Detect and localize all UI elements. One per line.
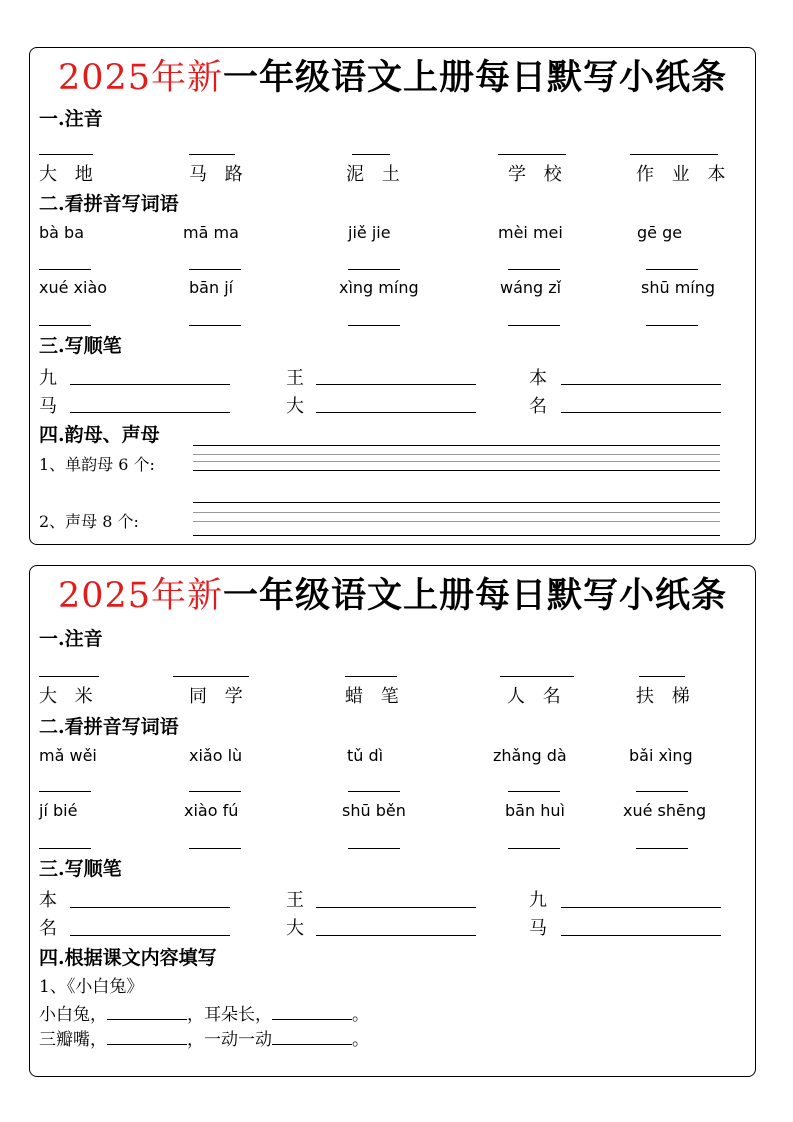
answer-blank[interactable]: [189, 848, 241, 849]
word-item: 同 学: [189, 686, 249, 707]
answer-blank[interactable]: [508, 269, 560, 270]
pinyin-item: xué xiào: [39, 278, 108, 297]
word-item: 大 地: [39, 164, 99, 185]
fill-blank[interactable]: [107, 1028, 187, 1045]
fill-blank[interactable]: [107, 1003, 187, 1020]
stroke-line[interactable]: [316, 935, 476, 936]
word-item: 马 路: [189, 164, 249, 185]
answer-blank[interactable]: [39, 848, 91, 849]
word-item: 大 米: [39, 686, 99, 707]
title-text: 一年级语文上册每日默写小纸条: [223, 57, 728, 98]
fill-text: 。: [352, 1005, 369, 1025]
pinyin-item: xìng míng: [339, 278, 419, 297]
word-item: 蜡 笔: [345, 686, 405, 707]
stroke-char: 王: [286, 368, 304, 389]
answer-blank[interactable]: [39, 154, 93, 155]
stroke-line[interactable]: [70, 384, 230, 385]
pinyin-item: shū míng: [641, 278, 716, 297]
sub-question-yunmu: 1、单韵母 6 个:: [39, 455, 155, 474]
pinyin-item: jí bié: [39, 801, 78, 820]
answer-blank[interactable]: [39, 676, 99, 677]
card-title: [30, 50, 755, 100]
stroke-line[interactable]: [70, 935, 230, 936]
writing-line[interactable]: [193, 445, 720, 446]
stroke-line[interactable]: [561, 384, 721, 385]
fill-text: 三瓣嘴，: [39, 1030, 107, 1050]
answer-blank[interactable]: [508, 791, 560, 792]
title-text: 一年级语文上册每日默写小纸条: [223, 575, 728, 616]
answer-blank[interactable]: [189, 154, 235, 155]
lesson-title: 1、《小白兔》: [39, 977, 144, 997]
stroke-char: 九: [39, 368, 57, 389]
stroke-line[interactable]: [70, 907, 230, 908]
section-yunmu-heading: 四.韵母、声母: [39, 424, 160, 446]
title-year: 2025年新: [57, 58, 224, 98]
stroke-line[interactable]: [316, 907, 476, 908]
section-stroke-heading: 三.写顺笔: [39, 858, 122, 880]
pinyin-item: mèi mei: [498, 223, 563, 242]
pinyin-item: wáng zǐ: [500, 278, 562, 297]
answer-blank[interactable]: [500, 676, 574, 677]
writing-line: [193, 512, 720, 513]
stroke-char: 本: [529, 368, 547, 389]
writing-line[interactable]: [193, 470, 720, 471]
stroke-char: 马: [39, 396, 57, 417]
stroke-char: 大: [286, 396, 304, 417]
answer-blank[interactable]: [39, 791, 91, 792]
stroke-char: 名: [39, 918, 57, 939]
pinyin-item: shū běn: [342, 801, 406, 820]
answer-blank[interactable]: [348, 848, 400, 849]
section-fill-heading: 四.根据课文内容填写: [39, 947, 217, 969]
answer-blank[interactable]: [630, 154, 718, 155]
answer-blank[interactable]: [189, 269, 241, 270]
answer-blank[interactable]: [189, 791, 241, 792]
stroke-line[interactable]: [316, 412, 476, 413]
answer-blank[interactable]: [636, 791, 688, 792]
pinyin-item: bǎi xìng: [629, 746, 693, 765]
stroke-char: 大: [286, 918, 304, 939]
pinyin-item: mā ma: [183, 223, 239, 242]
stroke-char: 马: [529, 918, 547, 939]
pinyin-item: xiào fú: [184, 801, 239, 820]
section-zhuyin-heading: 一.注音: [39, 108, 103, 130]
stroke-char: 本: [39, 890, 57, 911]
title-year: 2025年新: [57, 576, 224, 616]
writing-line: [193, 461, 720, 462]
writing-line[interactable]: [193, 535, 720, 536]
section-pinyin-heading: 二.看拼音写词语: [39, 193, 179, 215]
stroke-line[interactable]: [561, 412, 721, 413]
fill-text: ，一动一动: [187, 1030, 272, 1050]
pinyin-item: zhǎng dà: [493, 746, 567, 765]
word-item: 扶 梯: [636, 686, 696, 707]
dictation-card-1: [29, 47, 756, 545]
sub-question-shengmu: 2、声母 8 个:: [39, 512, 139, 531]
answer-blank[interactable]: [39, 269, 91, 270]
card-title: [30, 568, 755, 618]
answer-blank[interactable]: [646, 325, 698, 326]
fill-blank[interactable]: [272, 1028, 352, 1045]
answer-blank[interactable]: [639, 676, 685, 677]
stroke-char: 王: [286, 890, 304, 911]
answer-blank[interactable]: [348, 325, 400, 326]
dictation-card-2: [29, 565, 756, 1077]
word-item: 学 校: [508, 164, 568, 185]
word-item: 作 业 本: [636, 164, 732, 185]
stroke-char: 名: [529, 396, 547, 417]
answer-blank[interactable]: [189, 325, 241, 326]
stroke-line[interactable]: [561, 935, 721, 936]
section-zhuyin-heading: 一.注音: [39, 628, 103, 650]
answer-blank[interactable]: [636, 848, 688, 849]
stroke-line[interactable]: [561, 907, 721, 908]
pinyin-item: xiǎo lù: [189, 746, 243, 765]
writing-line: [193, 454, 720, 455]
pinyin-item: bān jí: [189, 278, 234, 297]
fill-text: 小白兔，: [39, 1005, 107, 1025]
answer-blank[interactable]: [508, 848, 560, 849]
answer-blank[interactable]: [646, 269, 698, 270]
answer-blank[interactable]: [39, 325, 91, 326]
writing-line: [193, 521, 720, 522]
section-pinyin-heading: 二.看拼音写词语: [39, 716, 179, 738]
pinyin-item: tǔ dì: [347, 746, 384, 765]
answer-blank[interactable]: [352, 154, 390, 155]
fill-line-1: [39, 1000, 369, 1025]
fill-text: ，耳朵长，: [187, 1005, 272, 1025]
answer-blank[interactable]: [173, 676, 249, 677]
stroke-line[interactable]: [70, 412, 230, 413]
answer-blank[interactable]: [498, 154, 566, 155]
answer-blank[interactable]: [508, 325, 560, 326]
fill-blank[interactable]: [272, 1003, 352, 1020]
answer-blank[interactable]: [348, 791, 400, 792]
answer-blank[interactable]: [345, 676, 397, 677]
section-stroke-heading: 三.写顺笔: [39, 335, 122, 357]
answer-blank[interactable]: [348, 269, 400, 270]
stroke-line[interactable]: [316, 384, 476, 385]
pinyin-item: bà ba: [39, 223, 85, 242]
fill-line-2: [39, 1025, 369, 1050]
word-item: 人 名: [507, 686, 567, 707]
pinyin-item: xué shēng: [623, 801, 707, 820]
word-item: 泥 土: [346, 164, 406, 185]
stroke-char: 九: [529, 890, 547, 911]
pinyin-item: mǎ wěi: [39, 746, 97, 765]
pinyin-item: bān huì: [505, 801, 565, 820]
writing-line[interactable]: [193, 502, 720, 503]
pinyin-item: jiě jie: [348, 223, 391, 242]
fill-text: 。: [352, 1030, 369, 1050]
pinyin-item: gē ge: [637, 223, 683, 242]
